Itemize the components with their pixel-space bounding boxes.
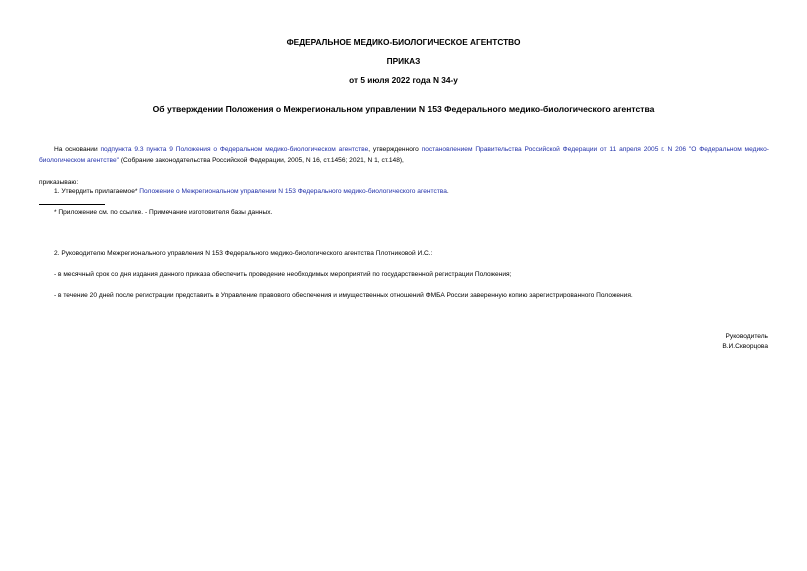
date-number: от 5 июля 2022 года N 34-у xyxy=(349,75,458,85)
item-1 xyxy=(54,187,754,198)
item-2: 2. Руководителю Межрегионального управления N 153 Федерального медико-биологического агентства Плотниковой И.С.: xyxy=(54,250,433,257)
item-1-text: 1. Утвердить прилагаемое* xyxy=(54,188,140,195)
signature-name: В.И.Скворцова xyxy=(722,343,768,350)
doc-type: ПРИКАЗ xyxy=(386,56,421,66)
item-2-dash-2: - в течение 20 дней после регистрации представить в Управление правового обеспечения и имущественных отношений ФМБА России заверенную копию зарегистрированного Положения. xyxy=(54,292,633,299)
order-word: приказываю: xyxy=(39,179,79,186)
preamble-part3: (Собрание законодательства Российской Федерации, 2005, N 16, ст.1456; 2021, N 1, ст.148), xyxy=(118,156,404,164)
preamble-part2: , утвержденного xyxy=(368,146,422,153)
preamble-paragraph xyxy=(39,145,769,166)
footnote-text: * Приложение см. по ссылке. - Примечание изготовителя базы данных. xyxy=(54,209,273,216)
item-2-dash-1: - в месячный срок со дня издания данного приказа обеспечить проведение необходимых мероприятий по государственной регистрации Положения; xyxy=(54,271,512,278)
regulation-link[interactable]: подпункта 9.3 пункта 9 Положения о Федеральном медико-биологическом агентстве xyxy=(100,146,369,153)
preamble-part1: На основании xyxy=(54,146,101,153)
signature-position: Руководитель xyxy=(725,333,768,340)
page-title: Об утверждении Положения о Межрегиональном управлении N 153 Федерального медико-биологического агентства xyxy=(152,104,655,114)
regulation-document-link[interactable]: Положение о Межрегиональном управлении N 153 Федерального медико-биологического агентства xyxy=(139,188,447,195)
resolution-link[interactable]: постановлением Правительства Российской Федерации от 11 апреля 2005 г. N 206 "О Федеральном медико-биологическом агентстве" xyxy=(39,146,769,164)
footnote-divider xyxy=(39,204,105,205)
item-1-end: . xyxy=(446,188,449,195)
agency-name: ФЕДЕРАЛЬНОЕ МЕДИКО-БИОЛОГИЧЕСКОЕ АГЕНТСТВО xyxy=(286,37,521,47)
